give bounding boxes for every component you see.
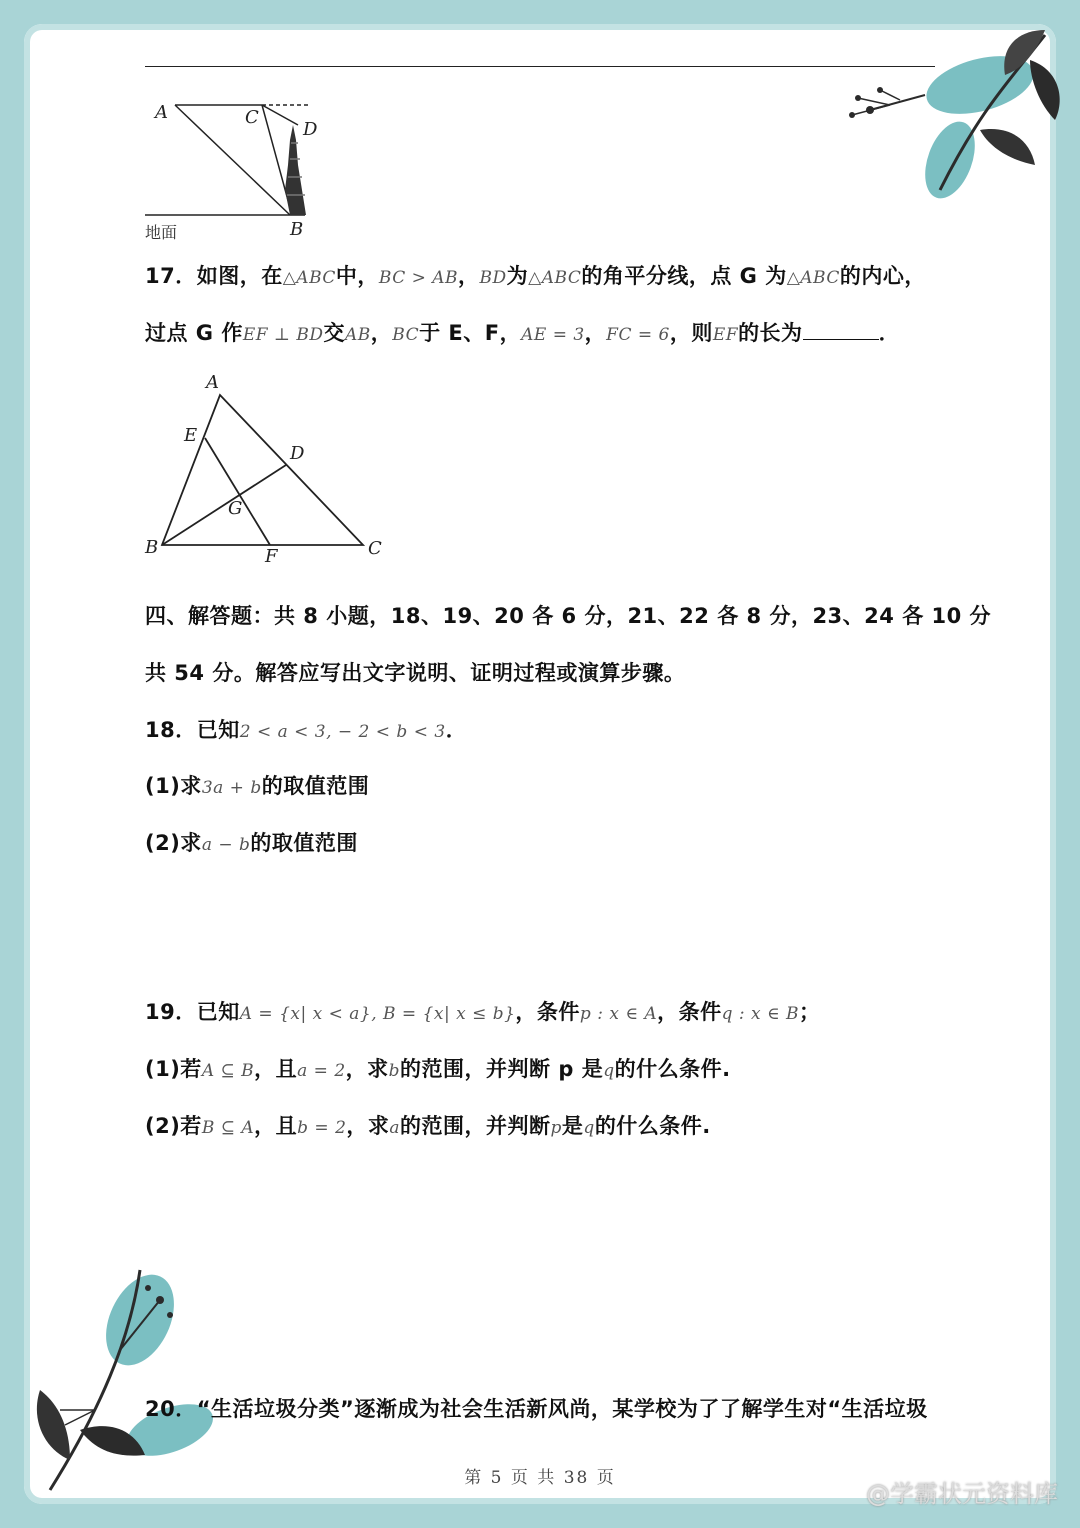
q20-text: 20．“生活垃圾分类”逐渐成为社会生活新风尚，某学校为了了解学生对“生活垃圾 <box>145 1397 928 1421</box>
fig2-label-a: A <box>206 372 219 393</box>
fig1-ground-label: 地面 <box>145 223 178 242</box>
fig2-label-d: D <box>290 443 305 464</box>
q19-part1: (1)若A ⊆ B，且a = 2，求b的范围，并判断 p 是q的什么条件. <box>145 1057 731 1081</box>
fig2-label-c: C <box>368 538 382 559</box>
watermark: @学霸状元资料库 <box>866 1480 1058 1508</box>
q18-part2: (2)求a − b的取值范围 <box>145 831 358 855</box>
answer-blank[interactable] <box>803 321 879 340</box>
leaf-decoration-top-right <box>830 20 1070 200</box>
section4-heading-line1: 四、解答题：共 8 小题，18、19、20 各 6 分，21、22 各 8 分，23、24 各 10 分 <box>145 604 992 628</box>
section4-heading-line2: 共 54 分。解答应写出文字说明、证明过程或演算步骤。 <box>145 661 686 685</box>
fig2-label-e: E <box>184 425 198 446</box>
fig2-label-f: F <box>265 546 278 567</box>
fig1-label-a: A <box>155 102 168 123</box>
header-rule <box>145 66 935 67</box>
fig2-label-b: B <box>145 537 159 558</box>
q18-stem: 18．已知2 < a < 3, − 2 < b < 3． <box>145 718 468 742</box>
q17-line1: 17．如图，在△ABC中，BC > AB，BD为△ABC的角平分线，点 G 为△ABC的内心， <box>145 264 926 288</box>
figure-triangle <box>140 370 400 570</box>
fig1-label-d: D <box>303 119 318 140</box>
q17-line2: 过点 G 作EF ⊥ BD交AB，BC于 E、F，AE = 3，FC = 6，则EF的长为 ． <box>145 321 901 345</box>
fig1-label-b: B <box>290 219 304 240</box>
q19-stem: 19．已知A = {x| x < a}, B = {x| x ≤ b}，条件p : x ∈ A，条件q : x ∈ B； <box>145 1000 821 1024</box>
page-footer: 第 5 页 共 38 页 <box>464 1468 616 1488</box>
q19-part2: (2)若B ⊆ A，且b = 2，求a的范围，并判断p是q的什么条件. <box>145 1114 711 1138</box>
fig2-label-g: G <box>228 498 243 519</box>
q18-part1: (1)求3a + b的取值范围 <box>145 774 370 798</box>
fig1-label-c: C <box>245 107 259 128</box>
